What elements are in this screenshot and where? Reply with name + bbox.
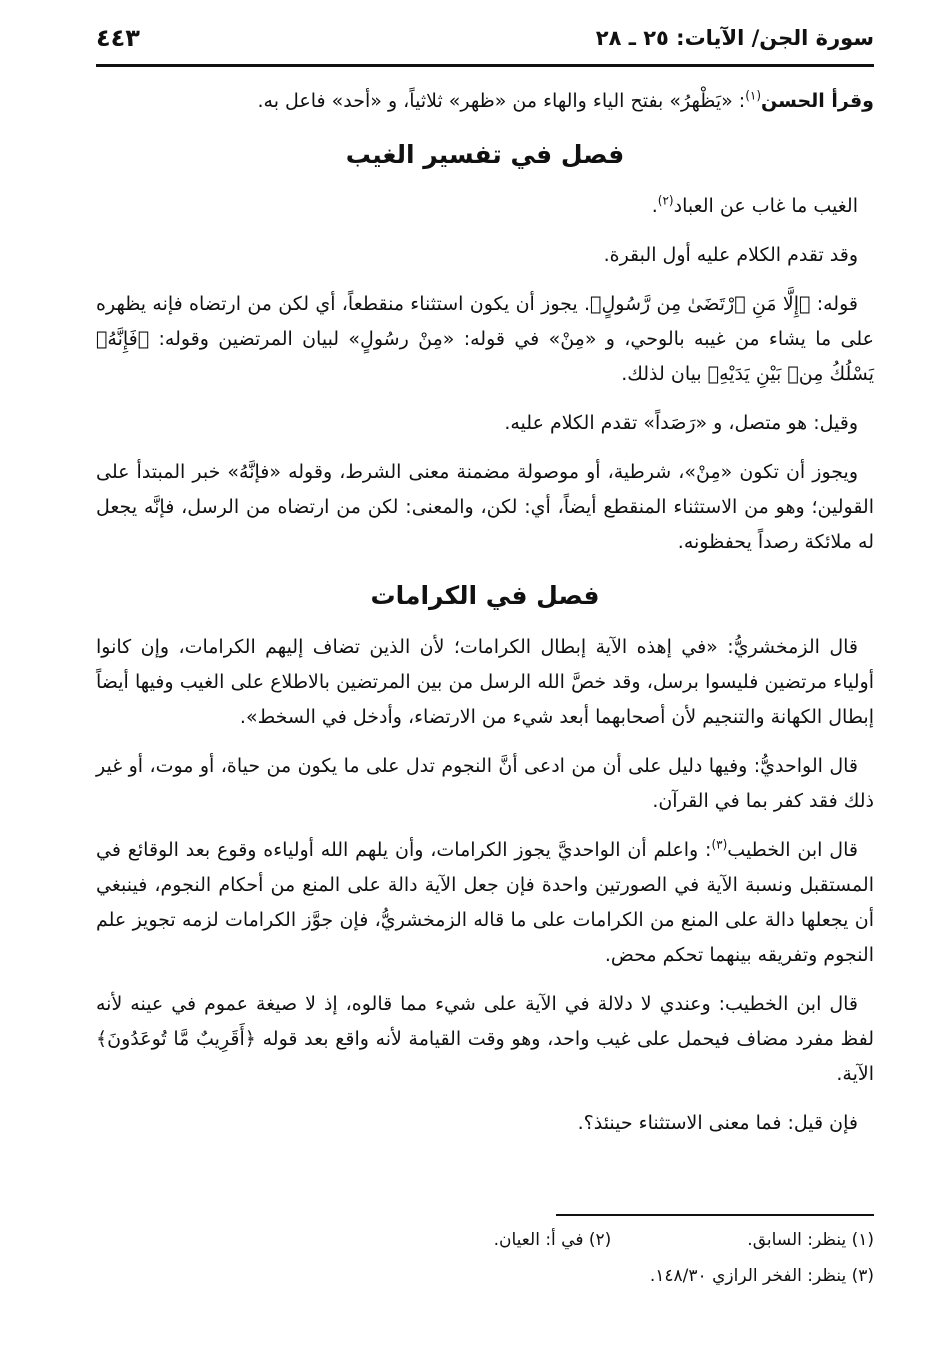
paragraph-zamakhshari: قال الزمخشريُّ: «في إهذه الآية إبطال الكرامات؛ لأن الذين تضاف إليهم الكرامات، وإن كانوا أولياء مرتضين فليسوا برسل، وقد خصَّ الله الرسل من بين المرتضين بالاطلاع على الغيب وفيها أيضاً إبطال الكهانة والتنجيم لأن أصحابهما أبعد شيء من الارتضاء، وأدخل في السخط». bbox=[96, 636, 874, 728]
footnote-3: (٣) ينظر: الفخر الرازي ١٤٨/٣٠. bbox=[649, 1266, 874, 1286]
paragraph-text: الغيب ما غاب عن العباد bbox=[673, 195, 858, 217]
footnotes bbox=[96, 1222, 874, 1294]
paragraph-ghayb-definition bbox=[96, 189, 874, 224]
paragraph-ibn-khatib-2: قال ابن الخطيب: وعندي لا دلالة في الآية على شيء مما قالوه، إذ لا صيغة عموم في عينه لأنه لفظ مفرد مضاف فيحمل على غيب واحد، وهو وقت القيامة لأنه واقع بعد قوله ﴿أَقَرِيبٌ مَّا تُوعَدُونَ﴾ الآية. bbox=[96, 993, 874, 1085]
footnote-marker-1[interactable]: (١) bbox=[745, 88, 762, 103]
paragraph-previous-discussion: وقد تقدم الكلام عليه أول البقرة. bbox=[603, 244, 858, 266]
section-heading-karamat: فصل في الكرامات bbox=[370, 581, 600, 610]
paragraph-wahidi: قال الواحديُّ: وفيها دليل على أن من ادعى أنَّ النجوم تدل على ما يكون من حياة، أو موت، أو غير ذلك فقد كفر بما في القرآن. bbox=[96, 755, 874, 812]
footnote-row bbox=[96, 1258, 874, 1294]
reader-name: وقرأ الحسن bbox=[761, 90, 874, 112]
paragraph-text: : واعلم أن الواحديَّ يجوز الكرامات، وأن يلهم الله أولياءه وقوع بعد الوقائع في المستقبل ونسبة الآية في الصورتين واحدة فإن جعل الآية دالة على المنع من أحكام النجوم، فينبغي أن يجعلها دالة على المنع من الكرامات على ما قاله الزمخشريُّ، فإن جوَّز الكرامات لزمه تجويز علم النجوم وتفريقه بينهما تحكم محض. bbox=[96, 839, 874, 966]
footnote-2: (٢) في أ: العيان. bbox=[493, 1230, 612, 1250]
page-body bbox=[96, 84, 874, 1155]
header-rule bbox=[96, 64, 874, 67]
speaker-name: قال ابن الخطيب bbox=[727, 839, 858, 861]
running-title: سورة الجن/ الآيات: ٢٥ ـ ٢٨ bbox=[595, 26, 874, 50]
paragraph-ibn-khatib-1 bbox=[96, 833, 874, 973]
paragraph-end: . bbox=[651, 195, 658, 217]
section-heading-ghayb: فصل في تفسير الغيب bbox=[345, 140, 625, 169]
paragraph-hasan-reading bbox=[96, 84, 874, 119]
page-header bbox=[96, 18, 874, 58]
paragraph-conditional: ويجوز أن تكون «مِنْ»، شرطية، أو موصولة مضمنة معنى الشرط، وقوله «فإنَّهُ» خبر المبتدأ على القولين؛ وهو من الاستثناء المنقطع أيضاً، أي: لكن، والمعنى: لكن من ارتضاه من الرسل، فإنَّه يجعل له ملائكة رصداً يحفظونه. bbox=[96, 461, 874, 553]
paragraph-text: : «يَظْهرُ» بفتح الياء والهاء من «ظهر» ثلاثياً، و «أحد» فاعل به. bbox=[257, 90, 746, 112]
paragraph-question: فإن قيل: فما معنى الاستثناء حينئذ؟. bbox=[577, 1112, 858, 1134]
paragraph-exception: قوله: ﴿إِلَّا مَنِ ٱرْتَضَىٰ مِن رَّسُولٍ﴾. يجوز أن يكون استثناء منقطعاً، أي لكن من ارتضاه فإنه يظهره على ما يشاء من غيبه بالوحي، و «مِنْ» في قوله: «مِنْ رسُولٍ» لبيان المرتضين وقوله: ﴿فَإِنَّهُۥ يَسْلُكُ مِنۢ بَيْنِ يَدَيْهِ﴾ بيان لذلك. bbox=[96, 293, 874, 385]
footnote-marker-3[interactable]: (٣) bbox=[711, 837, 728, 852]
footnote-row bbox=[96, 1222, 874, 1258]
footnote-1: (١) ينظر: السابق. bbox=[747, 1230, 874, 1250]
paragraph-connected: وقيل: هو متصل، و «رَصَداً» تقدم الكلام عليه. bbox=[504, 412, 858, 434]
footnote-marker-2[interactable]: (٢) bbox=[657, 193, 674, 208]
footnote-rule bbox=[556, 1214, 874, 1216]
page-number: ٤٤٣ bbox=[96, 24, 140, 52]
